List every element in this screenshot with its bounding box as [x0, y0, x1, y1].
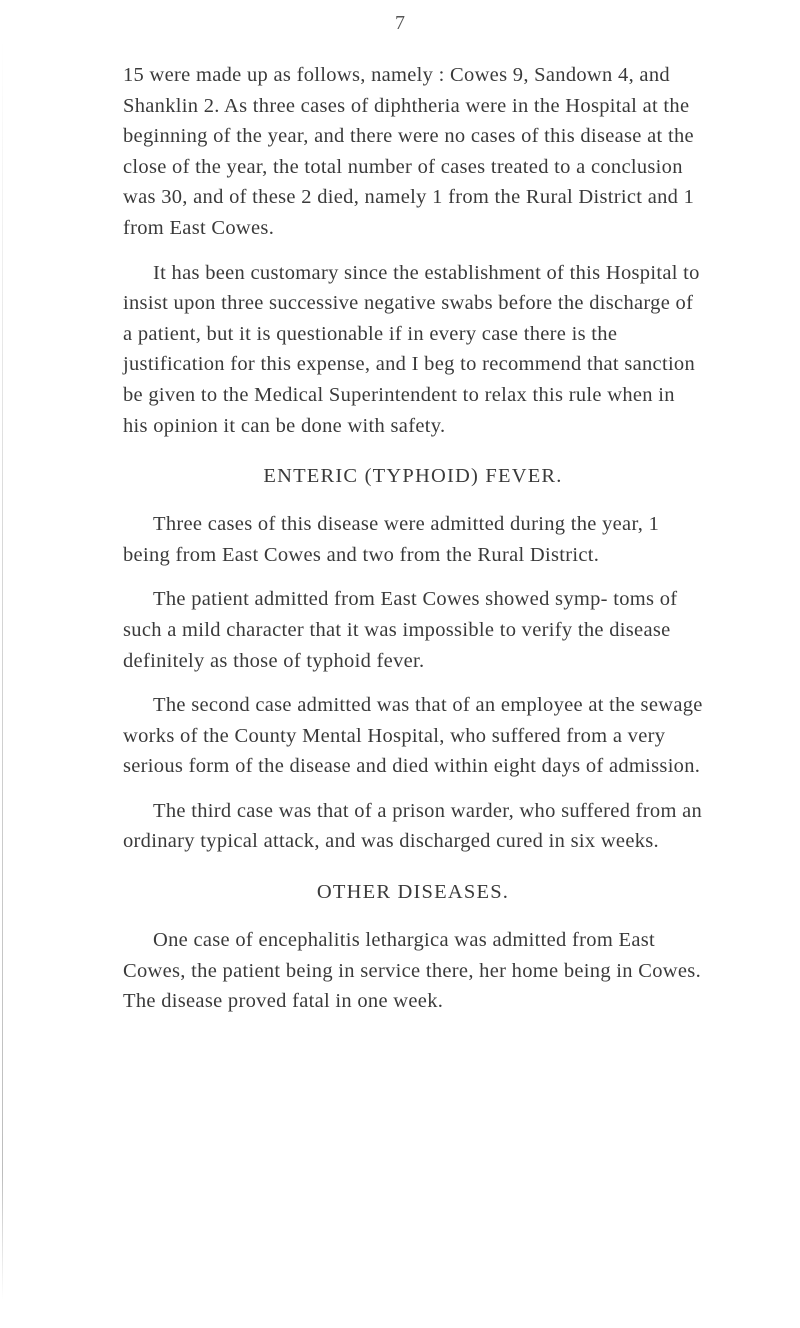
paragraph-east-cowes-patient: The patient admitted from East Cowes showed symp- toms of such a mild character that it was impossible to verify the disease definitely as those of typhoid fever.: [123, 588, 678, 672]
paragraph-encephalitis: One case of encephalitis lethargica was admitted from East Cowes, the patient being in service there, her home being in Cowes. The disease proved fatal in one week.: [123, 929, 702, 1013]
page-edge-shadow: [2, 40, 3, 1300]
paragraph-negative-swabs: It has been customary since the establishment of this Hospital to insist upon three successive negative swabs before the discharge of a patient, but it is questionable if in every case there is the justification for this expense, and I beg to recommend that sanction be given to the Medical Superintendent to relax this rule when in his opinion it can be done with safety.: [123, 261, 700, 437]
page-number: 7: [395, 12, 405, 34]
paragraph-diphtheria-cases: 15 were made up as follows, namely : Cowes 9, Sandown 4, and Shanklin 2. As three cases of diphtheria were in the Hospital at the beginning of the year, and there were no cases of this disease at the close of the year, the total number of cases treated to a conclusion was 30, and of these 2 died, namely 1 from the Rural District and 1 from East Cowes.: [123, 64, 695, 239]
paragraph-third-case: The third case was that of a prison warder, who suffered from an ordinary typical attack, and was discharged cured in six weeks.: [123, 799, 703, 853]
paragraph-enteric-admissions: Three cases of this disease were admitted during the year, 1 being from East Cowes and two from the Rural District.: [123, 513, 660, 566]
heading-other-diseases: OTHER DISEASES.: [316, 881, 510, 904]
paragraph-second-case: The second case admitted was that of an employee at the sewage works of the County Mental Hospital, who suffered from a very serious form of the disease and died within eight days of admission.: [123, 694, 703, 778]
body-text: [123, 60, 703, 1031]
heading-enteric-fever: ENTERIC (TYPHOID) FEVER.: [263, 465, 563, 488]
